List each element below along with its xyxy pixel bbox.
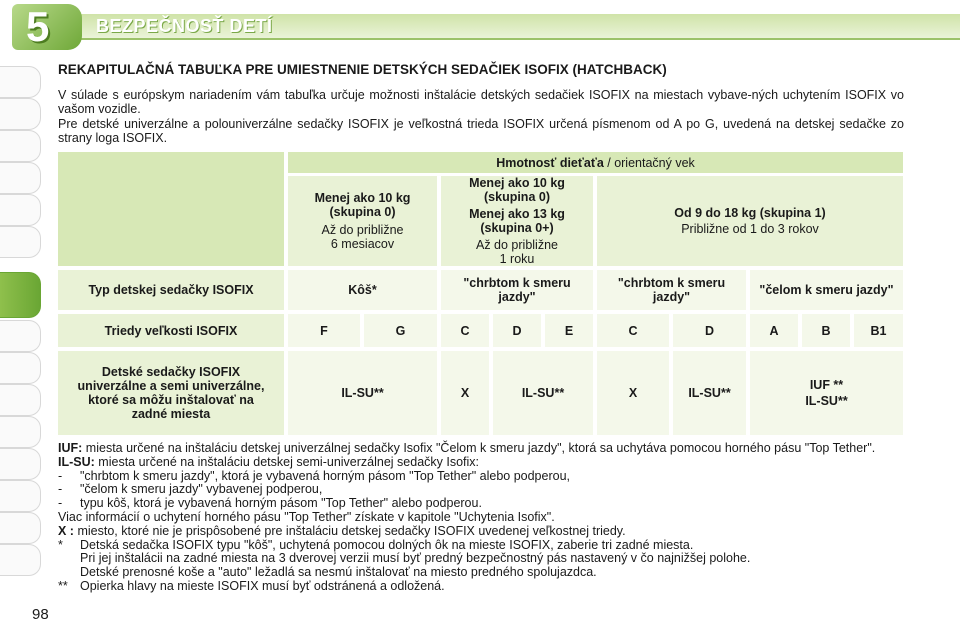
group-0-age: Až do približne [321, 223, 404, 237]
chapter-tab-3[interactable] [0, 130, 41, 162]
chapter-tab-12[interactable] [0, 448, 41, 480]
intro-paragraph-2: Pre detské univerzálne a polouniverzálne sedačky ISOFIX je veľkostná trieda ISOFIX určená písmenom od A po G, uvedená na detskej sedačke zo strany loga ISOFIX. [58, 117, 904, 145]
chapter-tab-6[interactable] [0, 226, 41, 258]
note-iuf [58, 442, 904, 456]
note-line: Pri jej inštalácii na zadné miesta na 3 dverovej verzii musí byť predný bezpečnostný pás nastavený v čo najnižšej polohe. [80, 551, 751, 566]
chapter-tab-active[interactable] [0, 272, 41, 318]
page-number: 98 [32, 606, 49, 623]
intro-paragraph-1: V súlade s európskym nariadením vám tabuľka určuje možnosti inštalácie detských sedačiek ISOFIX na miestach vybave-ných uchytením ISOFIX vo vašom vozidle. [58, 88, 904, 116]
weight-header-rest: / orientačný vek [607, 155, 695, 170]
note-key: IUF: [58, 441, 83, 455]
chapter-tab-15[interactable] [0, 544, 41, 576]
chapter-tab-5[interactable] [0, 194, 41, 226]
chapter-tab-2[interactable] [0, 98, 41, 130]
class-cell: D [493, 314, 541, 347]
header-rule [80, 38, 960, 40]
note-line: Detská sedačka ISOFIX typu "kôš", uchytená pomocou dolných ôk na mieste ISOFIX, zaberie tri zadné miesta. [80, 537, 694, 552]
class-cell: B1 [854, 314, 903, 347]
class-cell: C [441, 314, 489, 347]
note-key: X : [58, 523, 74, 538]
group-0-cell [288, 176, 437, 266]
seat-cell: X [441, 351, 489, 435]
note-star2 [58, 580, 904, 594]
bullet-text: typu kôš, ktorá je vybavená horným pásom "Top Tether" alebo podperou. [80, 496, 482, 511]
group-0-line: (skupina 0) [329, 205, 396, 219]
type-cell: "chrbtom k smeru jazdy" [597, 270, 746, 310]
group-0plus-cell [441, 176, 593, 266]
bullet-text: "čelom k smeru jazdy" vybavenej podperou, [80, 482, 323, 497]
bullet-text: "chrbtom k smeru jazdy", ktorá je vybavená horným pásom "Top Tether" alebo podperou, [80, 468, 570, 483]
seat-cell: IL-SU** [288, 351, 437, 435]
group-0plus-line: Menej ako 10 kg [469, 176, 565, 190]
note-bullet: - "čelom k smeru jazdy" vybavenej podperou, [58, 482, 323, 497]
class-cell: C [597, 314, 669, 347]
note-bullet: - typu kôš, ktorá je vybavená horným pásom "Top Tether" alebo podperou. [58, 496, 482, 511]
group-0-line: Menej ako 10 kg [314, 191, 411, 205]
group-0plus-age: 1 roku [499, 252, 535, 266]
group-0-age: 6 mesiacov [330, 237, 395, 251]
chapter-tab-1[interactable] [0, 66, 41, 98]
chapter-tab-4[interactable] [0, 162, 41, 194]
class-cell: F [288, 314, 360, 347]
group-0plus-line: (skupina 0+) [480, 221, 554, 235]
type-cell: "čelom k smeru jazdy" [750, 270, 903, 310]
notes-block [58, 442, 904, 594]
page-header [0, 0, 960, 50]
seat-cell: IL-SU** [673, 351, 746, 435]
group-1-cell [597, 176, 903, 266]
note-more-info: Viac informácií o uchytení horného pásu "Top Tether" získate v kapitole "Uchytenia Isofix". [58, 509, 555, 524]
type-cell: "chrbtom k smeru jazdy" [441, 270, 593, 310]
seat-cell: IL-SU** [493, 351, 593, 435]
chapter-number: 5 [26, 3, 50, 50]
note-text: miesta určené na inštaláciu detskej semi-univerzálnej sedačky Isofix: [98, 454, 480, 469]
weight-header-bold: Hmotnosť dieťaťa [496, 155, 604, 170]
note-x [58, 525, 904, 539]
note-ilsu [58, 456, 904, 470]
type-cell: Kôš* [288, 270, 437, 310]
chapter-tab-13[interactable] [0, 480, 41, 512]
row-label-seats: Detské sedačky ISOFIX univerzálne a semi univerzálne, ktoré sa môžu inštalovať na zadné miesta [58, 351, 284, 435]
class-cell: E [545, 314, 593, 347]
seat-value: IL-SU** [805, 394, 848, 408]
seat-cell-multi [750, 351, 903, 435]
chapter-tab-8[interactable] [0, 320, 41, 352]
note-text: miesta určené na inštaláciu detskej univerzálnej sedačky Isofix "Čelom k smeru jazdy", ktorá sa uchytáva pomocou horného pásu "Top Tether". [85, 441, 876, 455]
chapter-title: BEZPEČNOSŤ DETÍ [96, 16, 273, 36]
weight-header [288, 152, 903, 173]
group-0plus-line: Menej ako 13 kg [469, 207, 565, 221]
class-cell: G [364, 314, 437, 347]
section-title: REKAPITULAČNÁ TABUĽKA PRE UMIESTNENIE DETSKÝCH SEDAČIEK ISOFIX (HATCHBACK) [58, 62, 667, 77]
group-1-age: Približne od 1 do 3 rokov [681, 222, 819, 236]
note-text: Opierka hlavy na mieste ISOFIX musí byť odstránená a odložená. [80, 578, 445, 593]
table-corner-cell [58, 152, 284, 266]
note-text: miesto, ktoré nie je prispôsobené pre inštaláciu detskej sedačky ISOFIX uvedenej veľkostnej triedy. [77, 523, 626, 538]
note-bullet: - "chrbtom k smeru jazdy", ktorá je vybavená horným pásom "Top Tether" alebo podperou, [58, 468, 570, 483]
class-cell: D [673, 314, 746, 347]
chapter-tab-9[interactable] [0, 352, 41, 384]
chapter-tab-11[interactable] [0, 416, 41, 448]
row-label-classes: Triedy veľkosti ISOFIX [58, 314, 284, 347]
class-cell: A [750, 314, 798, 347]
note-star1 [58, 539, 904, 580]
note-key: IL-SU: [58, 454, 95, 469]
seat-cell: X [597, 351, 669, 435]
row-label-type: Typ detskej sedačky ISOFIX [58, 270, 284, 310]
note-key: ** [58, 578, 68, 593]
chapter-tab-14[interactable] [0, 512, 41, 544]
group-0plus-age: Až do približne [476, 238, 558, 252]
chapter-tab-10[interactable] [0, 384, 41, 416]
group-0plus-line: (skupina 0) [484, 190, 550, 204]
seat-value: IUF ** [809, 378, 844, 392]
class-cell: B [802, 314, 850, 347]
group-1-line: Od 9 do 18 kg (skupina 1) [674, 206, 826, 220]
note-key: * [58, 537, 63, 552]
note-line: Detské prenosné koše a "auto" ležadlá sa nesmú inštalovať na miesto predného spolujazdca. [80, 565, 597, 580]
